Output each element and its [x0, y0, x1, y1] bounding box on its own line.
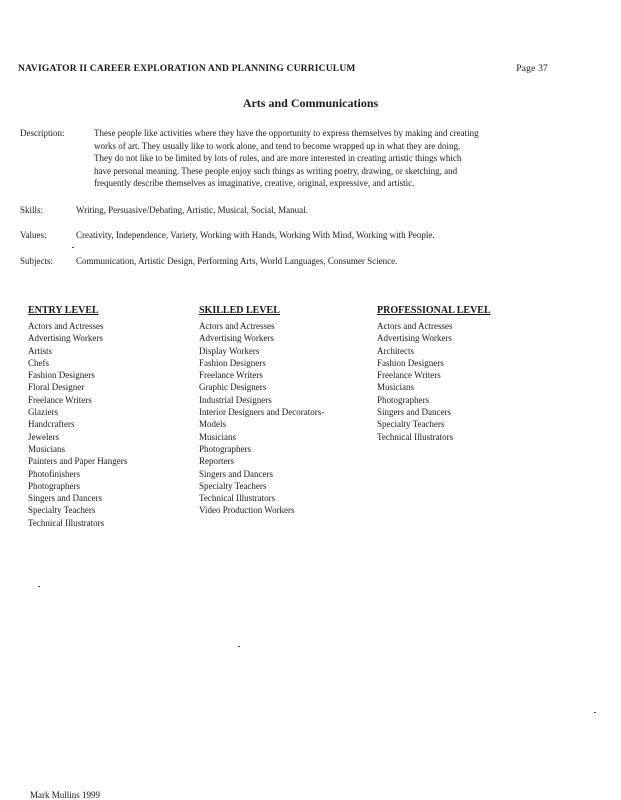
occupation-item: Specialty Teachers — [28, 505, 96, 516]
professional-level-list — [377, 320, 491, 443]
occupation-item: Freelance Writers — [28, 394, 92, 405]
occupation-item: Display Workers — [199, 345, 260, 356]
values-text: Creativity, Independence, Variety, Working with Hands, Working With Mind, Working with People. — [76, 230, 435, 240]
page-footer: Mark Mullins 1999 — [30, 790, 101, 800]
occupation-item: Photographers — [28, 480, 80, 491]
occupation-item: Architects — [377, 345, 414, 356]
occupation-item: Reporters — [199, 456, 234, 467]
description-line: These people like activities where they have the opportunity to express themselves by making and creating — [94, 128, 479, 138]
subjects-row — [20, 256, 397, 266]
description-label: Description: — [20, 128, 65, 138]
occupation-item: Fashion Designers — [377, 357, 444, 368]
occupation-item: Chefs — [28, 357, 49, 368]
occupation-item: Actors and Actresses — [199, 321, 275, 331]
page-header — [18, 64, 548, 74]
occupation-item: Musicians — [28, 443, 65, 454]
occupation-item: Fashion Designers — [199, 357, 266, 368]
scan-speck — [594, 712, 596, 713]
occupation-item: Models — [199, 419, 226, 430]
occupation-item: Graphic Designers — [199, 382, 267, 393]
occupation-item: Photographers — [199, 443, 251, 454]
occupation-item: Advertising Workers — [199, 333, 274, 344]
occupation-item: Interior Designers and Decorators- — [199, 407, 325, 418]
description-line: frequently describe themselves as imaginative, creative, original, expressive, and artistic. — [94, 178, 415, 189]
scan-speck — [38, 586, 40, 587]
occupation-item: Technical Illustrators — [377, 431, 454, 442]
occupation-item: Freelance Writers — [199, 370, 263, 381]
skilled-level-column — [199, 305, 324, 517]
professional-level-heading: PROFESSIONAL LEVEL — [377, 305, 491, 316]
entry-level-heading: ENTRY LEVEL — [28, 305, 99, 316]
description-line: works of art. They usually like to work alone, and tend to become wrapped up in what they are doing. — [94, 140, 461, 151]
page-number: Page 37 — [516, 64, 548, 74]
description-line: have personal meaning. These people enjoy such things as writing poetry, drawing, or sketching, and — [94, 165, 458, 176]
description-line: They do not like to be limited by lots of rules, and are more interested in creating artistic things which — [94, 153, 462, 164]
subjects-text: Communication, Artistic Design, Performing Arts, World Languages, Consumer Science. — [76, 256, 398, 266]
occupation-item: Actors and Actresses — [377, 321, 453, 331]
skills-text: Writing, Persuasive/Debating, Artistic, Musical, Social, Manual. — [76, 205, 308, 215]
occupation-item: Advertising Workers — [377, 333, 452, 344]
skilled-level-list — [199, 320, 324, 517]
occupation-item: Artists — [28, 345, 53, 356]
occupation-item: Specialty Teachers — [199, 480, 267, 491]
occupation-item: Technical Illustrators — [28, 517, 105, 528]
occupation-item: Musicians — [377, 382, 414, 393]
occupation-item: Technical Illustrators — [199, 493, 276, 504]
values-label: Values: — [20, 230, 47, 240]
occupation-item: Video Production Workers — [199, 505, 295, 516]
occupation-item: Specialty Teachers — [377, 419, 445, 430]
scan-speck — [238, 646, 240, 647]
occupation-item: Fashion Designers — [28, 370, 95, 381]
skills-row — [20, 205, 308, 215]
skilled-level-heading: SKILLED LEVEL — [199, 305, 280, 316]
occupation-item: Actors and Actresses — [28, 321, 104, 331]
occupation-item: Industrial Designers — [199, 394, 272, 405]
occupation-item: Singers and Dancers — [199, 468, 273, 479]
occupation-item: Singers and Dancers — [377, 407, 451, 418]
occupation-item: Freelance Writers — [377, 370, 441, 381]
curriculum-title: NAVIGATOR II CAREER EXPLORATION AND PLANNING CURRICULUM — [18, 64, 356, 74]
occupation-item: Photographers — [377, 394, 429, 405]
entry-level-list — [28, 320, 127, 529]
occupation-item: Photofinishers — [28, 468, 81, 479]
occupation-item: Floral Designer — [28, 382, 85, 393]
description-text — [94, 127, 562, 190]
occupation-item: Singers and Dancers — [28, 493, 102, 504]
values-row — [20, 230, 435, 240]
subjects-label: Subjects: — [20, 256, 53, 266]
professional-level-column — [377, 305, 491, 443]
entry-level-column — [28, 305, 127, 529]
occupation-item: Handcrafters — [28, 419, 75, 430]
occupation-item: Glaziers — [28, 407, 58, 418]
occupation-item: Painters and Paper Hangers — [28, 456, 128, 467]
scan-speck — [72, 247, 74, 248]
occupation-item: Musicians — [199, 431, 236, 442]
occupation-item: Jewelers — [28, 431, 59, 442]
occupation-item: Advertising Workers — [28, 333, 103, 344]
section-title: Arts and Communications — [242, 96, 379, 110]
skills-label: Skills: — [20, 205, 44, 215]
